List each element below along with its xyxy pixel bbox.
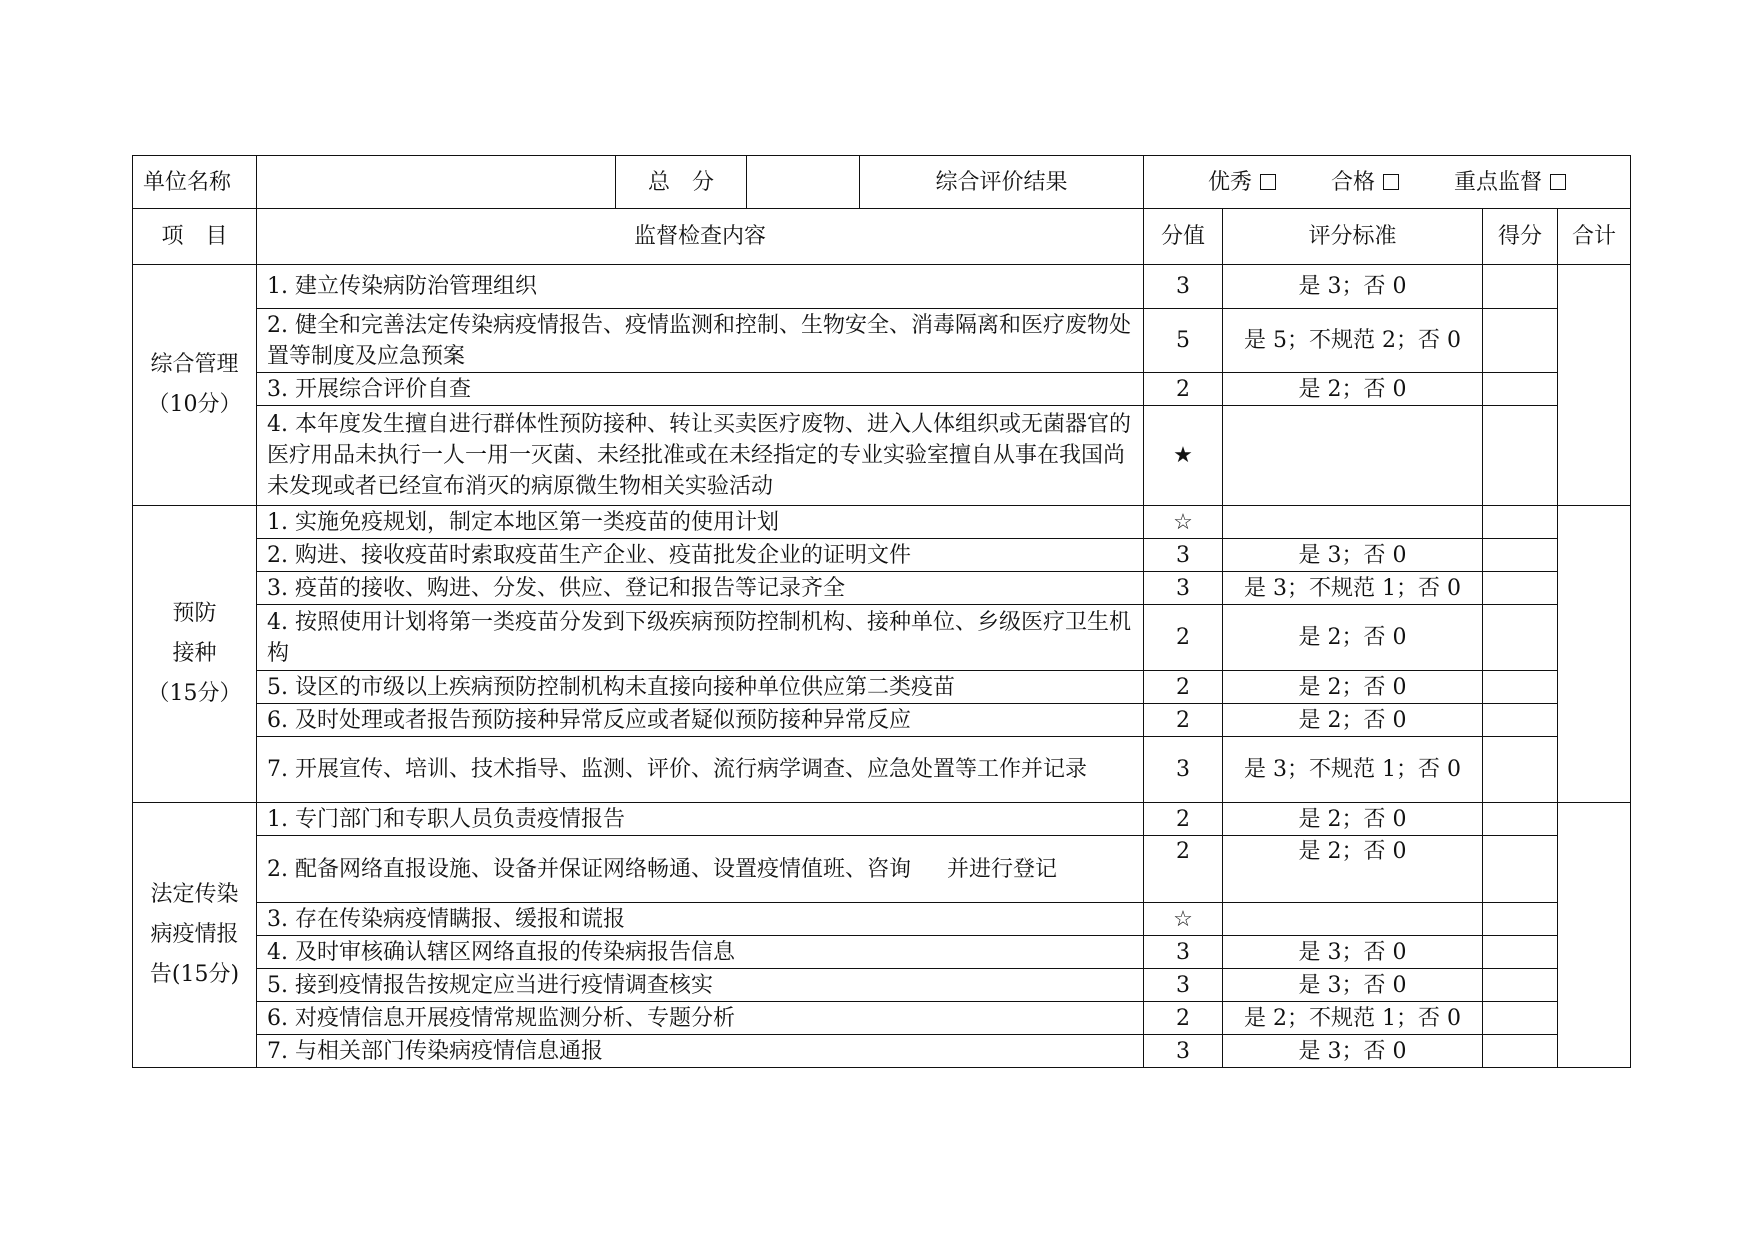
score-cell[interactable] (1483, 803, 1558, 836)
item-criteria (1223, 903, 1483, 936)
score-cell[interactable] (1483, 836, 1558, 903)
checkbox-icon[interactable] (1383, 174, 1399, 190)
item-content: 5. 接到疫情报告按规定应当进行疫情调查核实 (257, 969, 1144, 1002)
table-row (133, 969, 1631, 1002)
unit-name-cell[interactable] (257, 156, 616, 209)
hollow-star-icon: ☆ (1144, 506, 1223, 539)
item-points: 3 (1144, 969, 1223, 1002)
table-row (133, 506, 1631, 539)
item-criteria: 是 3；否 0 (1223, 265, 1483, 309)
table-row (133, 539, 1631, 572)
col-header-project: 项 目 (133, 209, 257, 265)
item-points: 2 (1144, 671, 1223, 704)
item-points: 2 (1144, 704, 1223, 737)
item-criteria: 是 2；否 0 (1223, 704, 1483, 737)
item-content: 7. 与相关部门传染病疫情信息通报 (257, 1035, 1144, 1068)
score-cell[interactable] (1483, 309, 1558, 373)
total-score-label: 总 分 (616, 156, 747, 209)
item-criteria: 是 3；不规范 1；否 0 (1223, 737, 1483, 803)
score-cell[interactable] (1483, 704, 1558, 737)
item-content: 3. 存在传染病疫情瞒报、缓报和谎报 (257, 903, 1144, 936)
item-content: 2. 购进、接收疫苗时索取疫苗生产企业、疫苗批发企业的证明文件 (257, 539, 1144, 572)
item-criteria: 是 3；否 0 (1223, 1035, 1483, 1068)
section-title-epidemic-report: 法定传染 病疫情报 告(15分) (133, 803, 257, 1068)
option-qualified[interactable]: 合格 (1331, 167, 1399, 198)
evaluation-table (132, 155, 1631, 1068)
item-points: 3 (1144, 1035, 1223, 1068)
total-score-cell[interactable] (747, 156, 860, 209)
score-cell[interactable] (1483, 936, 1558, 969)
item-criteria (1223, 406, 1483, 506)
option-excellent[interactable]: 优秀 (1208, 167, 1276, 198)
result-label: 综合评价结果 (860, 156, 1144, 209)
table-row (133, 936, 1631, 969)
col-header-points: 分值 (1144, 209, 1223, 265)
col-header-subtotal: 合计 (1558, 209, 1631, 265)
table-row (133, 572, 1631, 605)
score-cell[interactable] (1483, 969, 1558, 1002)
table-row (133, 265, 1631, 309)
item-criteria: 是 2；不规范 1；否 0 (1223, 1002, 1483, 1035)
table-row (133, 704, 1631, 737)
item-points: 2 (1144, 373, 1223, 406)
score-cell[interactable] (1483, 737, 1558, 803)
table-row (133, 803, 1631, 836)
item-criteria: 是 3；否 0 (1223, 969, 1483, 1002)
score-cell[interactable] (1483, 1002, 1558, 1035)
item-criteria: 是 2；否 0 (1223, 671, 1483, 704)
table-row (133, 903, 1631, 936)
item-points: 3 (1144, 539, 1223, 572)
item-points: 2 (1144, 1002, 1223, 1035)
item-points: 3 (1144, 936, 1223, 969)
item-content: 4. 本年度发生擅自进行群体性预防接种、转让买卖医疗废物、进入人体组织或无菌器官的医疗用品未执行一人一用一灭菌、未经批准或在未经指定的专业实验室擅自从事在我国尚未发现或者已经宣布消灭的病原微生物相关实验活动 (257, 406, 1144, 506)
result-options (1144, 156, 1631, 209)
column-header-row (133, 209, 1631, 265)
hollow-star-icon: ☆ (1144, 903, 1223, 936)
item-content: 7. 开展宣传、培训、技术指导、监测、评价、流行病学调查、应急处置等工作并记录 (257, 737, 1144, 803)
table-row (133, 605, 1631, 671)
item-points: 3 (1144, 265, 1223, 309)
item-points: 3 (1144, 737, 1223, 803)
item-content: 6. 对疫情信息开展疫情常规监测分析、专题分析 (257, 1002, 1144, 1035)
table-row (133, 1035, 1631, 1068)
item-criteria: 是 3；不规范 1；否 0 (1223, 572, 1483, 605)
item-criteria: 是 2；否 0 (1223, 836, 1483, 903)
option-key-supervision[interactable]: 重点监督 (1454, 167, 1566, 198)
item-content: 2. 健全和完善法定传染病疫情报告、疫情监测和控制、生物安全、消毒隔离和医疗废物处置等制度及应急预案 (257, 309, 1144, 373)
score-cell[interactable] (1483, 539, 1558, 572)
item-content: 5. 设区的市级以上疾病预防控制机构未直接向接种单位供应第二类疫苗 (257, 671, 1144, 704)
score-cell[interactable] (1483, 506, 1558, 539)
section-title-vaccination: 预防 接种 （15分） (133, 506, 257, 803)
score-cell[interactable] (1483, 671, 1558, 704)
score-cell[interactable] (1483, 605, 1558, 671)
item-points: 2 (1144, 605, 1223, 671)
score-cell[interactable] (1483, 572, 1558, 605)
subtotal-cell[interactable] (1558, 265, 1631, 506)
table-row (133, 836, 1631, 903)
item-criteria: 是 2；否 0 (1223, 803, 1483, 836)
item-criteria: 是 3；否 0 (1223, 539, 1483, 572)
table-row (133, 737, 1631, 803)
item-criteria: 是 5；不规范 2；否 0 (1223, 309, 1483, 373)
table-row (133, 1002, 1631, 1035)
score-cell[interactable] (1483, 265, 1558, 309)
item-content: 4. 按照使用计划将第一类疫苗分发到下级疾病预防控制机构、接种单位、乡级医疗卫生机构 (257, 605, 1144, 671)
col-header-criteria: 评分标准 (1223, 209, 1483, 265)
col-header-score: 得分 (1483, 209, 1558, 265)
item-content: 1. 实施免疫规划，制定本地区第一类疫苗的使用计划 (257, 506, 1144, 539)
item-content: 4. 及时审核确认辖区网络直报的传染病报告信息 (257, 936, 1144, 969)
col-header-content: 监督检查内容 (257, 209, 1144, 265)
item-criteria: 是 2；否 0 (1223, 605, 1483, 671)
section-title-general: 综合管理 （10分） (133, 265, 257, 506)
subtotal-cell[interactable] (1558, 803, 1631, 1068)
checkbox-icon[interactable] (1260, 174, 1276, 190)
item-criteria: 是 3；否 0 (1223, 936, 1483, 969)
item-criteria (1223, 506, 1483, 539)
table-row (133, 309, 1631, 373)
item-points: 2 (1144, 803, 1223, 836)
table-row (133, 406, 1631, 506)
score-cell[interactable] (1483, 903, 1558, 936)
item-points: 3 (1144, 572, 1223, 605)
item-content: 3. 疫苗的接收、购进、分发、供应、登记和报告等记录齐全 (257, 572, 1144, 605)
item-content: 1. 建立传染病防治管理组织 (257, 265, 1144, 309)
item-content: 2. 配备网络直报设施、设备并保证网络畅通、设置疫情值班、咨询 并进行登记 (257, 836, 1144, 903)
score-cell[interactable] (1483, 1035, 1558, 1068)
checkbox-icon[interactable] (1550, 174, 1566, 190)
score-cell[interactable] (1483, 406, 1558, 506)
table-row (133, 671, 1631, 704)
item-points: 5 (1144, 309, 1223, 373)
score-cell[interactable] (1483, 373, 1558, 406)
table-row (133, 373, 1631, 406)
unit-name-label: 单位名称 (133, 156, 257, 209)
item-content: 6. 及时处理或者报告预防接种异常反应或者疑似预防接种异常反应 (257, 704, 1144, 737)
item-content: 3. 开展综合评价自查 (257, 373, 1144, 406)
header-row-unit (133, 156, 1631, 209)
subtotal-cell[interactable] (1558, 506, 1631, 803)
item-content: 1. 专门部门和专职人员负责疫情报告 (257, 803, 1144, 836)
item-points: 2 (1144, 836, 1223, 903)
star-icon: ★ (1144, 406, 1223, 506)
item-criteria: 是 2；否 0 (1223, 373, 1483, 406)
